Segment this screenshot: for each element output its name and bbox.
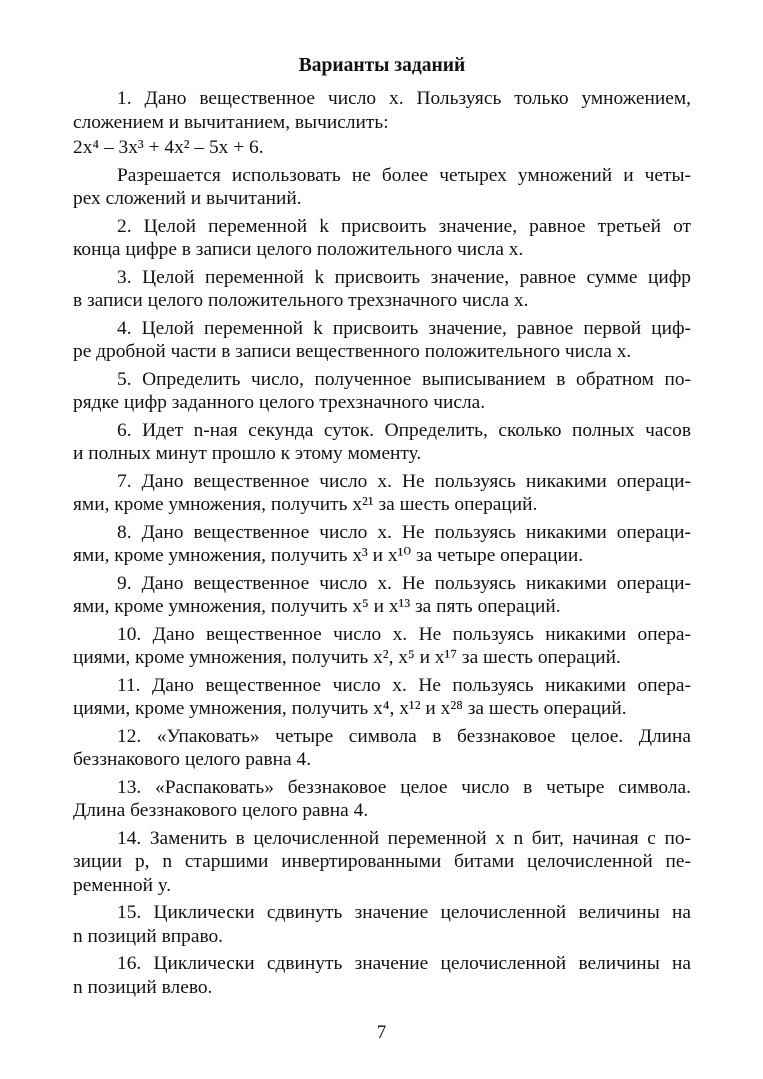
document-page [73,54,691,1003]
task-12-line-1: 12. «Упаковать» четыре символа в беззнаковое целое. Длина [117,725,691,747]
task-8-line-2: ями, кроме умножения, получить x³ и x¹⁰ за четыре операции. [73,545,584,566]
page-title: Варианты заданий [298,55,466,76]
task-12 [73,725,691,772]
task-14-line-2: зиции p, n старшими инвертированными битами целочисленной пе- [73,851,691,872]
task-16-line-2: n позиций влево. [73,976,213,998]
task-4-line-2: ре дробной части в записи вещественного положительного числа x. [73,341,632,362]
task-9 [73,572,691,619]
task-10-line-1: 10. Дано вещественное число x. Не пользуясь никакими опера- [117,623,691,645]
task-11-line-2: циями, кроме умножения, получить x⁴, x¹² и x²⁸ за шесть операций. [73,698,627,719]
task-3-line-2: в записи целого положительного трехзначного числа x. [73,290,529,311]
task-4-line-1: 4. Целой переменной k присвоить значение, равное первой циф- [117,317,691,339]
task-1 [73,87,691,211]
task-1-note-line-2: рех сложений и вычитаний. [73,188,302,209]
task-14-line-3: ременной y. [73,874,172,896]
task-15-line-2: n позиций вправо. [73,925,224,947]
task-1-note-line-1: Разрешается использовать не более четырех умножений и четы- [117,164,691,186]
task-9-line-2: ями, кроме умножения, получить x⁵ и x¹³ за пять операций. [73,596,561,617]
task-13-line-1: 13. «Распаковать» беззнаковое целое число в четыре символа. [117,776,691,798]
task-3 [73,266,691,313]
task-6 [73,419,691,466]
task-15-line-1: 15. Циклически сдвинуть значение целочисленной величины на [117,902,691,923]
task-14-line-1: 14. Заменить в целочисленной переменной x n бит, начиная с по- [117,827,691,849]
task-13 [73,776,691,823]
task-15 [73,901,691,948]
task-10 [73,623,691,670]
task-11 [73,674,691,721]
task-2-line-2: конца цифре в записи целого положительного числа x. [73,239,524,260]
task-6-line-1: 6. Идет n-ная секунда суток. Определить, сколько полных часов [117,419,691,441]
task-6-line-2: и полных минут прошло к этому моменту. [73,443,422,464]
task-5-line-1: 5. Определить число, полученное выписыванием в обратном по- [117,368,691,390]
page-number: 7 [376,1022,387,1043]
task-13-line-2: Длина беззнакового целого равна 4. [73,800,369,821]
task-8-line-1: 8. Дано вещественное число x. Не пользуясь никакими операци- [117,521,691,543]
task-7 [73,470,691,517]
task-5 [73,368,691,415]
task-11-line-1: 11. Дано вещественное число x. Не пользуясь никакими опера- [117,674,691,696]
task-2-line-1: 2. Целой переменной k присвоить значение, равное третьей от [117,215,691,237]
task-7-line-1: 7. Дано вещественное число x. Не пользуясь никакими операци- [117,470,691,492]
task-2 [73,215,691,262]
task-16 [73,952,691,999]
task-8 [73,521,691,568]
task-1-line-1: 1. Дано вещественное число x. Пользуясь только умножением, [117,88,691,109]
task-9-line-1: 9. Дано вещественное число x. Не пользуясь никакими операци- [117,572,691,594]
task-1-line-2: сложением и вычитанием, вычислить: [73,111,389,133]
task-5-line-2: рядке цифр заданного целого трехзначного числа. [73,392,486,413]
task-4 [73,317,691,364]
task-16-line-1: 16. Циклически сдвинуть значение целочисленной величины на [117,953,691,974]
task-1-formula: 2x⁴ – 3x³ + 4x² – 5x + 6. [73,137,264,158]
task-12-line-2: беззнакового целого равна 4. [73,749,312,770]
task-3-line-1: 3. Целой переменной k присвоить значение, равное сумме цифр [117,266,691,288]
task-14 [73,827,691,898]
task-10-line-2: циями, кроме умножения, получить x², x⁵ и x¹⁷ за шесть операций. [73,647,621,668]
task-7-line-2: ями, кроме умножения, получить x²¹ за шесть операций. [73,494,538,515]
